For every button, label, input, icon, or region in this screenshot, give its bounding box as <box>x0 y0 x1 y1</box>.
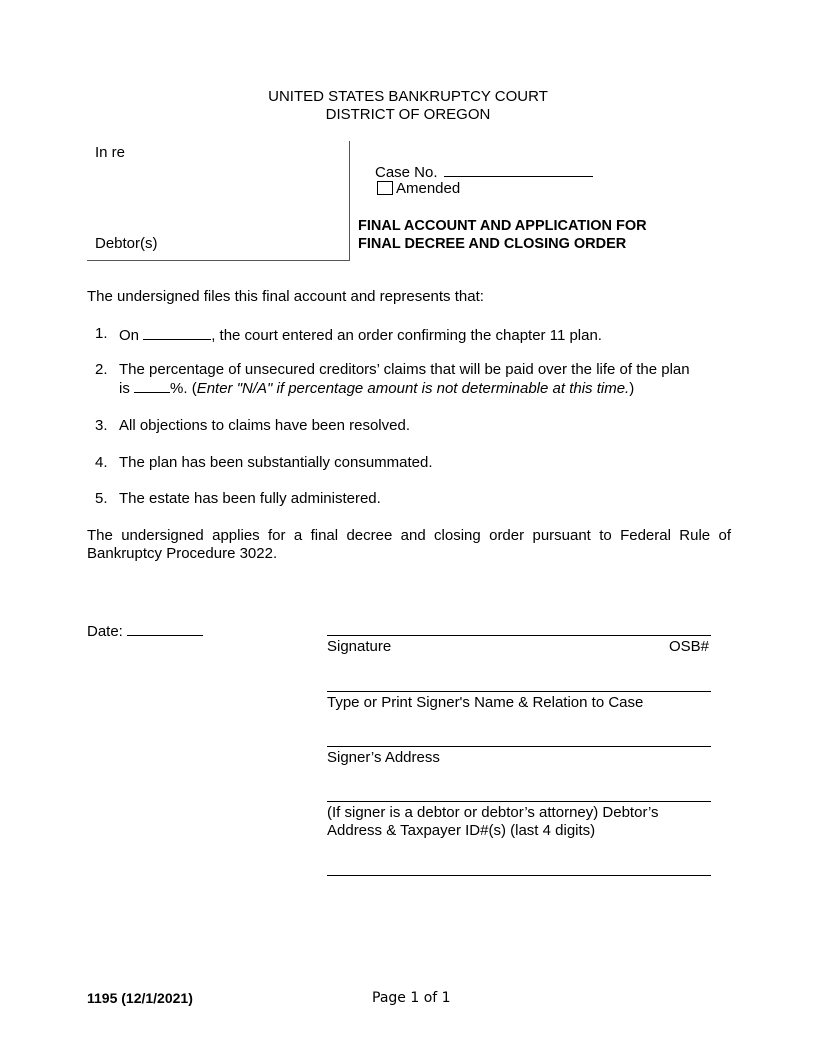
case-number-label: Case No. <box>375 164 438 181</box>
item-number: 4. <box>95 454 108 471</box>
confirmation-date-blank[interactable] <box>143 325 211 340</box>
case-number-field[interactable] <box>375 162 593 182</box>
date-blank[interactable] <box>127 621 203 636</box>
item-text: All objections to claims have been resolved. <box>119 417 410 434</box>
item-text: The percentage of unsecured creditors’ claims that will be paid over the life of the plan <box>119 361 690 378</box>
debtor-info-entry-line[interactable] <box>327 875 711 876</box>
application-text: The undersigned applies for a final decree and closing order pursuant to Federal Rule of Bankruptcy Procedure 3022. <box>87 527 731 562</box>
item-number: 3. <box>95 417 108 434</box>
item-text: The estate has been fully administered. <box>119 490 381 507</box>
item-text: The plan has been substantially consummated. <box>119 454 433 471</box>
case-number-blank[interactable] <box>444 162 593 177</box>
item-text: ) <box>629 380 635 397</box>
form-number: 1195 (12/1/2021) <box>87 990 193 1006</box>
debtor-info-line[interactable] <box>327 801 711 802</box>
document-title-line2: FINAL DECREE AND CLOSING ORDER <box>358 236 627 252</box>
item-number: 2. <box>95 361 108 378</box>
item-number: 5. <box>95 490 108 507</box>
debtors-label: Debtor(s) <box>95 235 158 252</box>
item-text: %. ( <box>170 380 197 397</box>
item-instruction: Enter "N/A" if percentage amount is not determinable at this time. <box>196 380 630 397</box>
in-re-label: In re <box>95 144 126 161</box>
signer-address-line[interactable] <box>327 746 711 747</box>
signer-name-line[interactable] <box>327 691 711 692</box>
date-label: Date: <box>87 623 123 640</box>
amended-option[interactable] <box>377 180 460 198</box>
court-name: UNITED STATES BANKRUPTCY COURT <box>268 88 548 105</box>
date-field[interactable] <box>87 621 203 641</box>
debtor-info-label-line2: Address & Taxpayer ID#(s) (last 4 digits) <box>327 822 596 839</box>
item-text: On <box>119 327 140 344</box>
list-item <box>95 361 735 397</box>
percentage-blank[interactable] <box>134 378 170 393</box>
signature-line[interactable] <box>327 635 711 636</box>
signer-name-label: Type or Print Signer's Name & Relation to Case <box>327 694 644 711</box>
debtor-info-label-line1: (If signer is a debtor or debtor’s attorney) Debtor’s <box>327 804 659 821</box>
signer-address-label: Signer’s Address <box>327 749 440 766</box>
court-district: DISTRICT OF OREGON <box>325 106 491 123</box>
amended-checkbox[interactable] <box>377 181 393 195</box>
amended-label: Amended <box>396 180 461 197</box>
item-text: , the court entered an order confirming the chapter 11 plan. <box>211 327 602 344</box>
item-text: is <box>119 380 130 397</box>
osb-label: OSB# <box>668 638 709 655</box>
signature-label: Signature <box>327 638 392 655</box>
item-number: 1. <box>95 325 108 342</box>
intro-text: The undersigned files this final account and represents that: <box>87 288 484 305</box>
document-title-line1: FINAL ACCOUNT AND APPLICATION FOR <box>358 218 647 234</box>
page-number: Page 1 of 1 <box>372 990 451 1006</box>
signature-label-row <box>327 638 711 656</box>
